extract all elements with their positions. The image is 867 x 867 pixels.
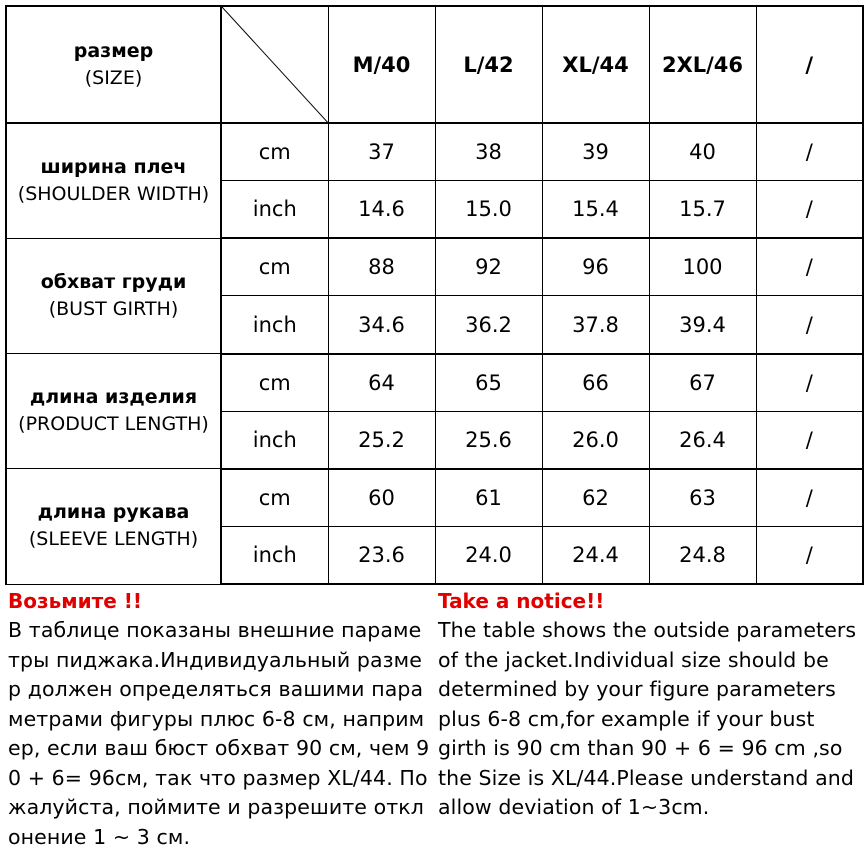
value-cell-l: 15.0 [435,181,542,239]
unit-cell: cm [221,354,328,412]
unit-cell: cm [221,469,328,527]
product-length-cm-row [6,354,863,412]
shoulder-width-label-ru: ширина плеч [40,156,187,179]
value-cell-slash: / [756,123,863,181]
value-cell-m: 64 [328,354,435,412]
product-length-label-en: (PRODUCT LENGTH) [18,413,209,436]
value-cell-2xl: 40 [649,123,756,181]
size-header-m: M/40 [328,6,435,123]
value-cell-m: 37 [328,123,435,181]
value-cell-xl: 96 [542,238,649,296]
value-cell-2xl: 63 [649,469,756,527]
value-cell-2xl: 15.7 [649,181,756,239]
value-cell-slash: / [756,411,863,469]
size-header-row [6,6,863,123]
unit-cell: cm [221,238,328,296]
value-cell-2xl: 39.4 [649,296,756,354]
sleeve-length-label [6,469,221,584]
size-header-l: L/42 [435,6,542,123]
unit-cell: inch [221,526,328,584]
notice-ru-text: В таблице показаны внешние параметры пиджака.Индивидуальный размер должен определяться вашими параметрами фигуры плюс 6-8 см, например, если ваш бюст обхват 90 см, чем 90 + 6= 96см, так что размер XL/44. Пожалуйста, поймите и разрешите отклонение 1 ~ 3 см. [8,618,430,849]
sleeve-length-label-en: (SLEEVE LENGTH) [28,528,199,551]
value-cell-xl: 62 [542,469,649,527]
value-cell-2xl: 100 [649,238,756,296]
value-cell-xl: 24.4 [542,526,649,584]
unit-cell: inch [221,181,328,239]
value-cell-m: 34.6 [328,296,435,354]
sleeve-length-label-ru: длина рукава [37,501,190,524]
value-cell-xl: 37.8 [542,296,649,354]
bust-girth-label [6,238,221,353]
value-cell-2xl: 24.8 [649,526,756,584]
sleeve-length-cm-row [6,469,863,527]
size-corner-label [6,6,221,123]
size-label-ru: размер [73,39,154,62]
value-cell-m: 14.6 [328,181,435,239]
product-length-label [6,354,221,469]
value-cell-slash: / [756,238,863,296]
value-cell-l: 65 [435,354,542,412]
unit-cell: cm [221,123,328,181]
value-cell-xl: 39 [542,123,649,181]
value-cell-l: 92 [435,238,542,296]
value-cell-m: 60 [328,469,435,527]
size-chart-table [5,5,864,585]
notice-ru-title: Возьмите !! [8,589,142,613]
size-label-en: (SIZE) [84,66,143,89]
diagonal-line [222,7,328,122]
shoulder-width-cm-row [6,123,863,181]
shoulder-width-label-en: (SHOULDER WIDTH) [17,183,210,206]
unit-cell: inch [221,411,328,469]
value-cell-l: 36.2 [435,296,542,354]
size-header-slash: / [756,6,863,123]
bust-girth-cm-row [6,238,863,296]
value-cell-l: 61 [435,469,542,527]
bust-girth-label-en: (BUST GIRTH) [48,297,179,320]
diagonal-cell [221,6,328,123]
value-cell-xl: 26.0 [542,411,649,469]
value-cell-l: 38 [435,123,542,181]
value-cell-xl: 66 [542,354,649,412]
value-cell-l: 24.0 [435,526,542,584]
value-cell-2xl: 67 [649,354,756,412]
value-cell-slash: / [756,354,863,412]
size-header-xl: XL/44 [542,6,649,123]
unit-cell: inch [221,296,328,354]
value-cell-slash: / [756,296,863,354]
shoulder-width-label [6,123,221,238]
value-cell-2xl: 26.4 [649,411,756,469]
size-header-2xl: 2XL/46 [649,6,756,123]
value-cell-l: 25.6 [435,411,542,469]
value-cell-slash: / [756,526,863,584]
value-cell-m: 23.6 [328,526,435,584]
notice-ru [8,588,433,852]
bust-girth-label-ru: обхват груди [40,270,187,293]
notice-en [438,588,867,823]
value-cell-xl: 15.4 [542,181,649,239]
value-cell-slash: / [756,181,863,239]
value-cell-m: 25.2 [328,411,435,469]
value-cell-slash: / [756,469,863,527]
notice-en-title: Take a notice!! [438,589,605,613]
notice-en-text: The table shows the outside parameters of the jacket.Individual size should be determined by your figure parameters plus 6-8 cm,for example if your bust girth is 90 cm than 90 + 6 = 96 cm ,so the Size is XL/44.Please understand and allow deviation of 1~3cm. [438,618,857,819]
product-length-label-ru: длина изделия [29,386,198,409]
value-cell-m: 88 [328,238,435,296]
